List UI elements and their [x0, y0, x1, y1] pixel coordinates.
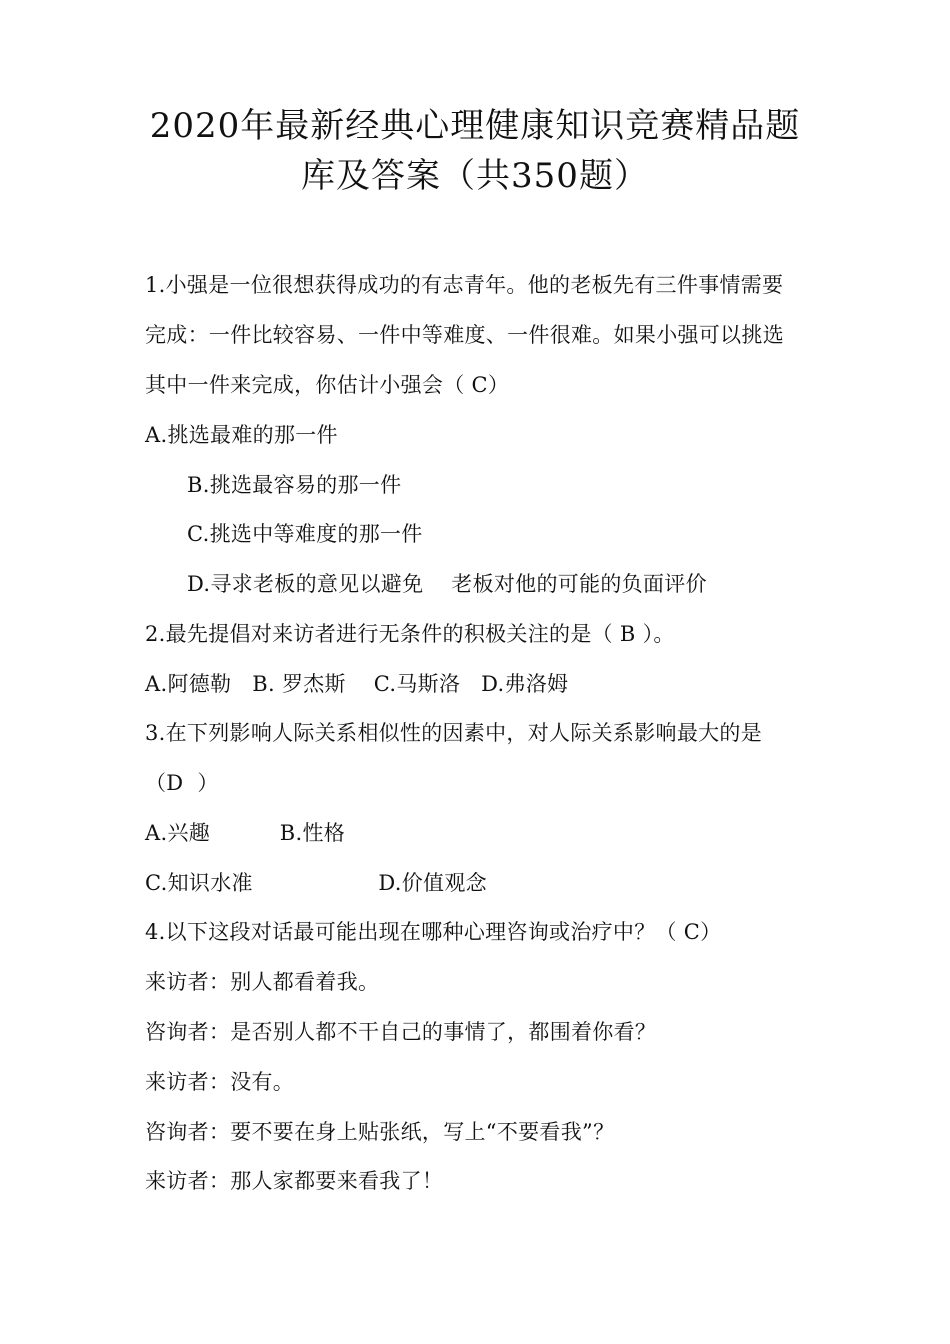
question-3-options-row-1: A.兴趣 B.性格 — [145, 821, 346, 845]
question-1-text-line-3: 其中一件来完成，你估计小强会（ C） — [145, 373, 510, 397]
question-1-option-a: A.挑选最难的那一件 — [145, 423, 338, 447]
question-3-text-line-2: （D ） — [145, 771, 219, 795]
document-title-line-2: 库及答案（共350题） — [301, 156, 649, 196]
dialogue-line: 来访者：那人家都要来看我了！ — [145, 1169, 444, 1193]
dialogue-line: 咨询者：要不要在身上贴张纸，写上“不要看我”？ — [145, 1120, 615, 1144]
question-2-text: 2.最先提倡对来访者进行无条件的积极关注的是（ B ）。 — [145, 622, 675, 646]
question-3-text-line-1: 3.在下列影响人际关系相似性的因素中，对人际关系影响最大的是 — [145, 721, 763, 745]
dialogue-line: 来访者：别人都看着我。 — [145, 970, 380, 994]
question-1-text-line-1: 1.小强是一位很想获得成功的有志青年。他的老板先有三件事情需要 — [145, 273, 784, 297]
question-1-option-b: B.挑选最容易的那一件 — [187, 473, 402, 497]
question-1-option-c: C.挑选中等难度的那一件 — [187, 522, 423, 546]
question-4-text: 4.以下这段对话最可能出现在哪种心理咨询或治疗中？（ C） — [145, 920, 722, 944]
dialogue-line: 咨询者：是否别人都不干自己的事情了，都围着你看？ — [145, 1020, 657, 1044]
question-3-options-row-2: C.知识水准 D.价值观念 — [145, 871, 487, 895]
document-title-line-1: 2020年最新经典心理健康知识竞赛精品题 — [149, 106, 801, 146]
question-1-option-d: D.寻求老板的意见以避免 老板对他的可能的负面评价 — [187, 572, 707, 596]
dialogue-line: 来访者：没有。 — [145, 1070, 295, 1094]
question-1-text-line-2: 完成：一件比较容易、一件中等难度、一件很难。如果小强可以挑选 — [145, 323, 784, 347]
question-2-options: A.阿德勒 B. 罗杰斯 C.马斯洛 D.弗洛姆 — [145, 672, 569, 696]
